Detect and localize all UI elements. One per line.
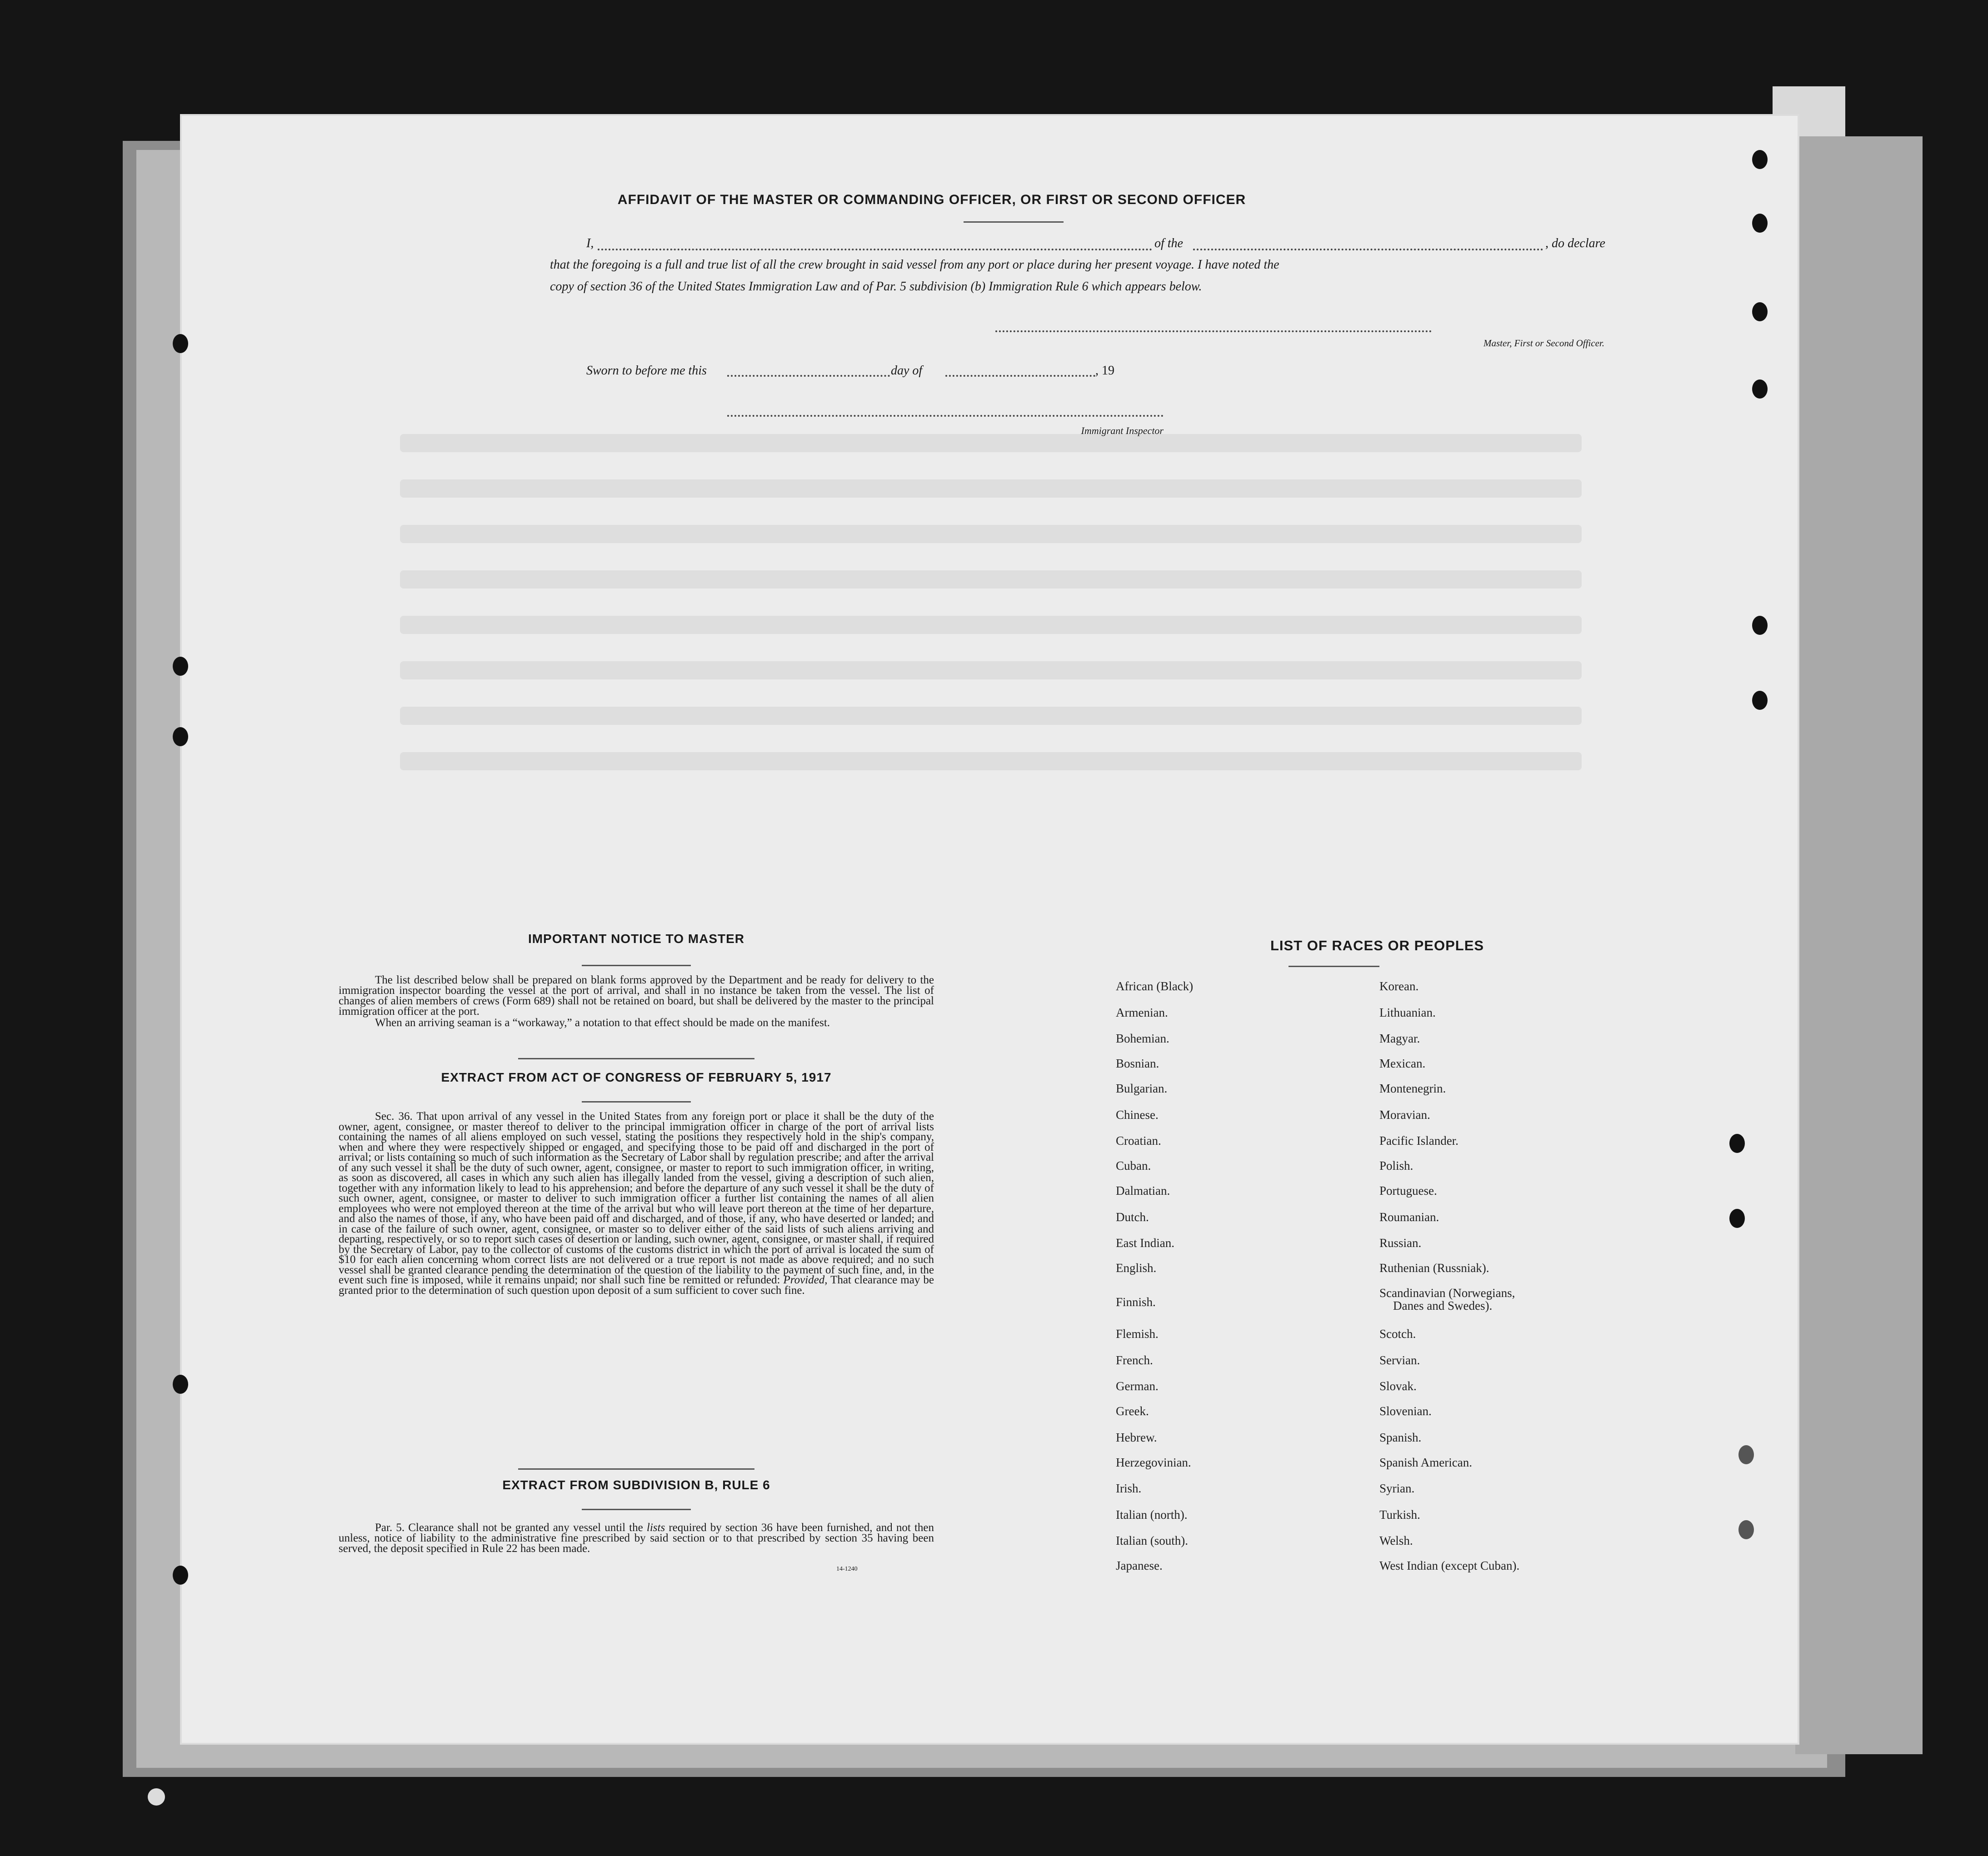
race-item-right: Servian. xyxy=(1379,1353,1420,1367)
act-section-36 xyxy=(339,1112,934,1296)
bleed-through-row xyxy=(400,752,1582,770)
race-item-right: Roumanian. xyxy=(1379,1210,1439,1224)
rule6-paragraph xyxy=(339,1522,934,1554)
bleed-through-row xyxy=(400,570,1582,589)
binder-hole xyxy=(1752,150,1768,169)
race-item-right: Ruthenian (Russniak). xyxy=(1379,1261,1489,1275)
divider xyxy=(518,1468,754,1470)
binder-hole xyxy=(173,657,188,676)
bleed-through-row xyxy=(400,616,1582,634)
act-sec-label: Sec. 36. xyxy=(375,1110,413,1123)
race-item-left: Greek. xyxy=(1116,1404,1149,1418)
inspector-label: Immigrant Inspector xyxy=(1081,425,1164,436)
affidavit-line1-end: , do declare xyxy=(1545,236,1605,250)
affidavit-line1-mid: of the xyxy=(1154,236,1183,250)
race-item-left: Italian (south). xyxy=(1116,1534,1188,1547)
notice-title: IMPORTANT NOTICE TO MASTER xyxy=(528,932,745,946)
binder-hole xyxy=(1738,1445,1754,1464)
race-item-left: Bosnian. xyxy=(1116,1057,1159,1070)
bleed-through-row xyxy=(400,525,1582,543)
race-item-right: Russian. xyxy=(1379,1236,1422,1250)
race-item-left: Italian (north). xyxy=(1116,1508,1188,1522)
bleed-through-row xyxy=(400,661,1582,679)
race-item-left: Armenian. xyxy=(1116,1006,1168,1019)
affidavit-line1-start: I, xyxy=(586,236,594,250)
divider xyxy=(518,1058,754,1059)
act-title: EXTRACT FROM ACT OF CONGRESS OF FEBRUARY 5, 1917 xyxy=(441,1070,832,1084)
race-item-left: French. xyxy=(1116,1353,1153,1367)
sworn-start: Sworn to before me this xyxy=(586,364,707,378)
sworn-month-line[interactable] xyxy=(945,375,1095,377)
race-item-right: Magyar. xyxy=(1379,1032,1420,1045)
act-text: That upon arrival of any vessel in the United States from any foreign port or place it shall be the duty of the owner, agent, consignee, or master thereof to deliver to the principal immigration officer in charge of the port of arrival lists containing the names of all aliens employed on such vessel, stating the positions they respectively hold in the ship's company, when and where they were respectively shipped or engaged, and specifying those to be paid off and discharged in the port of arrival; or lists containing so much of such information as the Secretary of Labor shall by regulation prescribe; and after the arrival of any such vessel it shall be the duty of such owner, agent, consignee, or master to report to such immigration officer, in writing, as soon as discovered, all cases in which any such alien has illegally landed from the vessel, giving a description of such alien, together with any information likely to lead to his apprehension; and before the departure of any such vessel it shall be the duty of such owner, agent, consignee, or master to deliver to such immigration officer a further list containing the names of all alien employees who were not employed thereon at the time of the arrival but who will leave port thereon at the time of her departure, and also the names of those, if any, who have been paid off and discharged, and of those, if any, who have deserted or landed; and in case of the failure of such owner, agent, consignee, or master so to deliver either of the said lists of such aliens arriving and departing, respectively, or so to report such cases of desertion or landing, such owner, agent, consignee, or master shall, if required by the Secretary of Labor, pay to the collector of customs of the customs district in which the port of arrival is located the sum of $10 for each alien concerning whom correct lists are not delivered or a true report is not made as above required; and no such vessel shall be granted clearance pending the determination of the question of the liability to the payment of such fine, and, in the event such fine is imposed, while it remains unpaid; nor shall such fine be remitted or refunded: xyxy=(339,1110,934,1286)
bleed-through-row xyxy=(400,479,1582,498)
binder-hole xyxy=(1752,616,1768,635)
race-item-right: Polish. xyxy=(1379,1159,1414,1172)
rule6-text-end: required by section 36 have been furnished, and not then unless, notice of liability to the administrative fine prescribed by said section or to that prescribed by section 35 having been served, the deposit specified in Rule 22 has been made. xyxy=(339,1522,934,1555)
affidavit-title: AFFIDAVIT OF THE MASTER OR COMMANDING OFFICER, OR FIRST OR SECOND OFFICER xyxy=(617,192,1246,207)
race-item-left: English. xyxy=(1116,1261,1157,1275)
race-item-right: Turkish. xyxy=(1379,1508,1420,1522)
race-item-right: Moravian. xyxy=(1379,1108,1430,1122)
race-item-right: Scotch. xyxy=(1379,1327,1416,1341)
race-item-right: Pacific Islander. xyxy=(1379,1134,1459,1148)
race-item-right: Welsh. xyxy=(1379,1534,1413,1547)
page-stack-right-edge xyxy=(1795,136,1923,1754)
race-item-left: Bohemian. xyxy=(1116,1032,1169,1045)
binder-hole xyxy=(1752,691,1768,710)
binder-hole xyxy=(1752,379,1768,399)
binder-hole xyxy=(173,727,188,746)
bleed-through-row xyxy=(400,434,1582,452)
divider xyxy=(964,221,1064,223)
notice-paragraph-2: When an arriving seaman is a “workaway,” a notation to that effect should be made on the manifest. xyxy=(375,1017,830,1029)
race-item-right: Montenegrin. xyxy=(1379,1082,1446,1095)
sworn-mid: day of xyxy=(891,364,923,378)
bleed-through-row xyxy=(400,707,1582,725)
race-item-left: Hebrew. xyxy=(1116,1431,1157,1444)
race-item-left: Chinese. xyxy=(1116,1108,1159,1122)
race-item-right: Spanish. xyxy=(1379,1431,1422,1444)
race-item-right: Korean. xyxy=(1379,979,1419,993)
rule6-title: EXTRACT FROM SUBDIVISION B, RULE 6 xyxy=(502,1478,770,1492)
master-signature-line[interactable] xyxy=(995,330,1432,332)
binder-hole xyxy=(1738,1520,1754,1539)
divider xyxy=(582,1101,691,1103)
divider xyxy=(1289,966,1379,967)
binder-hole xyxy=(173,1375,188,1394)
race-item-left: East Indian. xyxy=(1116,1236,1174,1250)
race-item-left: German. xyxy=(1116,1379,1159,1393)
race-item-left: Dalmatian. xyxy=(1116,1184,1170,1197)
film-spot xyxy=(148,1788,165,1806)
race-item-right: Spanish American. xyxy=(1379,1456,1472,1469)
race-item-right: Lithuanian. xyxy=(1379,1006,1436,1019)
binder-hole xyxy=(173,1566,188,1585)
inspector-signature-line[interactable] xyxy=(727,415,1164,417)
sworn-day-line[interactable] xyxy=(727,375,890,377)
name-blank-line[interactable] xyxy=(598,249,1152,250)
master-signature-label: Master, First or Second Officer. xyxy=(1484,338,1604,349)
race-item-continuation: Danes and Swedes). xyxy=(1393,1299,1493,1312)
vessel-blank-line[interactable] xyxy=(1193,249,1543,250)
race-item-right: West Indian (except Cuban). xyxy=(1379,1559,1520,1572)
race-item-right: Syrian. xyxy=(1379,1482,1415,1495)
act-provided-label: Provided, xyxy=(783,1274,828,1286)
race-item-left: Croatian. xyxy=(1116,1134,1161,1148)
binder-hole xyxy=(1752,214,1768,233)
sworn-end: , 19 xyxy=(1095,364,1114,378)
binder-hole xyxy=(173,334,188,353)
race-item-left: Flemish. xyxy=(1116,1327,1159,1341)
race-item-right: Scandinavian (Norwegians, xyxy=(1379,1286,1515,1300)
race-item-left: Finnish. xyxy=(1116,1295,1156,1309)
race-item-left: Cuban. xyxy=(1116,1159,1151,1172)
binder-hole xyxy=(1729,1134,1745,1153)
race-item-right: Slovak. xyxy=(1379,1379,1417,1393)
race-item-right: Slovenian. xyxy=(1379,1404,1432,1418)
race-item-left: Japanese. xyxy=(1116,1559,1163,1572)
notice-paragraph-1: The list described below shall be prepared on blank forms approved by the Department and be ready for delivery to the immigration inspector boarding the vessel at the port of arrival, and shall in no instance be taken from the vessel. The list of changes of alien members of crews (Form 689) shall not be retained on board, but shall be delivered by the master to the principal immigration officer at the port. xyxy=(339,974,934,1018)
document-sheet xyxy=(182,116,1798,1743)
form-number: 14-1240 xyxy=(836,1566,858,1572)
race-item-right: Portuguese. xyxy=(1379,1184,1437,1197)
binder-hole xyxy=(1752,302,1768,321)
race-item-left: African (Black) xyxy=(1116,979,1194,993)
race-item-left: Irish. xyxy=(1116,1482,1142,1495)
act-text-end: That clearance may be granted prior to the determination of such question upon deposit of a sum sufficient to cover such fine. xyxy=(339,1274,934,1297)
divider xyxy=(582,1509,691,1510)
rule6-lists-word: lists xyxy=(646,1522,665,1534)
affidavit-line2: that the foregoing is a full and true list of all the crew brought in said vessel from any port or place during her present voyage. I have noted the xyxy=(550,258,1279,272)
race-item-left: Herzegovinian. xyxy=(1116,1456,1191,1469)
race-item-right: Mexican. xyxy=(1379,1057,1426,1070)
divider xyxy=(582,965,691,966)
rule6-text-start: Par. 5. Clearance shall not be granted any vessel until the xyxy=(375,1522,643,1534)
races-title: LIST OF RACES OR PEOPLES xyxy=(1270,938,1484,953)
race-item-left: Dutch. xyxy=(1116,1210,1149,1224)
race-item-left: Bulgarian. xyxy=(1116,1082,1168,1095)
binder-hole xyxy=(1729,1209,1745,1228)
affidavit-line3: copy of section 36 of the United States Immigration Law and of Par. 5 subdivision (b) Immigration Rule 6 which appears below. xyxy=(550,279,1202,294)
